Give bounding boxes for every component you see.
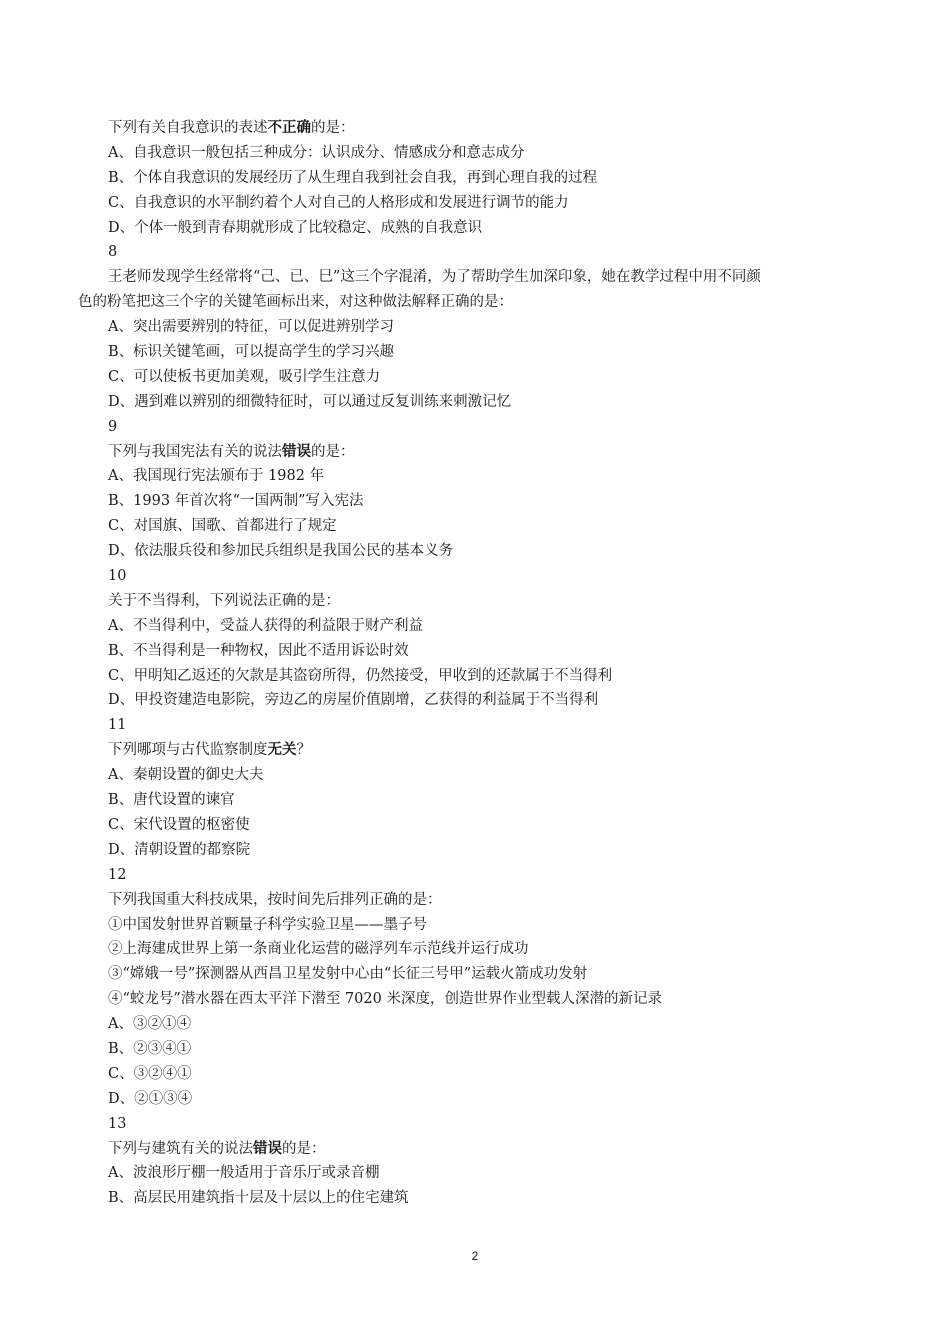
- line-text: D、依法服兵役和参加民兵组织是我国公民的基本义务: [108, 543, 454, 560]
- line-text: ？: [296, 742, 311, 759]
- text-line: [0, 788, 950, 813]
- text-line: [0, 763, 950, 788]
- line-text: A、秦朝设置的御史大夫: [108, 767, 264, 784]
- text-line: [0, 1012, 950, 1037]
- line-text: 下列哪项与古代监察制度: [108, 742, 268, 759]
- line-text: C、对国旗、国歌、首都进行了规定: [108, 518, 337, 535]
- line-text: D、遇到难以辨别的细微特征时，可以通过反复训练来刺激记忆: [108, 393, 512, 410]
- emphasis-text: 不正确: [267, 119, 311, 136]
- text-line: [0, 863, 950, 888]
- text-line: [0, 365, 950, 390]
- line-text: B、个体自我意识的发展经历了从生理自我到社会自我，再到心理自我的过程: [108, 169, 598, 186]
- line-text: ②上海建成世界上第一条商业化运营的磁浮列车示范线并运行成功: [108, 941, 529, 958]
- line-text: 下列我国重大科技成果，按时间先后排列正确的是：: [108, 891, 442, 908]
- line-text: B、高层民用建筑指十层及十层以上的住宅建筑: [108, 1190, 409, 1207]
- text-line: [0, 1112, 950, 1137]
- text-line: [0, 564, 950, 589]
- text-line: [0, 166, 950, 191]
- text-line: [0, 937, 950, 962]
- text-line: [0, 589, 950, 614]
- text-line: [0, 962, 950, 987]
- text-line: [0, 738, 950, 763]
- emphasis-text: 错误: [282, 442, 311, 460]
- line-text: 王老师发现学生经常将“己、已、巳”这三个字混淆，为了帮助学生加深印象，她在教学过程中用不同颜: [108, 269, 761, 286]
- line-text: ③“嫦娥一号”探测器从西昌卫星发射中心由“长征三号甲”运载火箭成功发射: [108, 966, 588, 983]
- line-text: ①中国发射世界首颗量子科学实验卫星——墨子号: [108, 916, 427, 933]
- line-text: C、③②④①: [108, 1065, 192, 1082]
- line-text: 的是：: [311, 120, 355, 136]
- line-text: A、我国现行宪法颁布于 1982 年: [108, 468, 325, 485]
- text-line: [0, 141, 950, 166]
- line-text: C、宋代设置的枢密使: [108, 816, 250, 833]
- text-line: [0, 639, 950, 664]
- text-line: [0, 191, 950, 216]
- text-line: [0, 539, 950, 564]
- line-text: A、波浪形厅棚一般适用于音乐厅或录音棚: [108, 1165, 380, 1182]
- text-line: [0, 1137, 950, 1162]
- text-line: [0, 688, 950, 713]
- text-line: [0, 514, 950, 539]
- line-text: D、甲投资建造电影院，旁边乙的房屋价值剧增，乙获得的利益属于不当得利: [108, 692, 599, 709]
- text-line: [0, 489, 950, 514]
- line-text: 的是：: [311, 443, 355, 460]
- line-text: 8: [108, 244, 118, 261]
- text-line: [0, 240, 950, 265]
- text-line: [0, 464, 950, 489]
- line-text: B、②③④①: [108, 1040, 192, 1057]
- line-text: C、甲明知乙返还的欠款是其盗窃所得，仍然接受，甲收到的还款属于不当得利: [108, 667, 613, 684]
- line-text: 10: [108, 568, 127, 585]
- emphasis-text: 无关: [267, 741, 297, 759]
- text-line: [0, 415, 950, 440]
- line-text: C、可以使板书更加美观，吸引学生注意力: [108, 368, 381, 385]
- emphasis-text: 错误: [253, 1139, 282, 1157]
- line-text: A、③②①④: [108, 1016, 191, 1033]
- text-line: [0, 1186, 950, 1211]
- page-number: 2: [471, 1249, 479, 1263]
- text-line: [0, 265, 950, 290]
- line-text: B、标识关键笔画，可以提高学生的学习兴趣: [108, 344, 395, 361]
- text-line: [0, 290, 950, 315]
- text-line: [0, 1037, 950, 1062]
- line-text: 13: [108, 1115, 127, 1132]
- text-line: [0, 987, 950, 1012]
- text-line: [0, 390, 950, 415]
- line-text: D、②①③④: [108, 1090, 193, 1107]
- line-text: A、突出需要辨别的特征，可以促进辨别学习: [108, 319, 394, 336]
- text-line: [0, 1062, 950, 1087]
- line-text: A、不当得利中，受益人获得的利益限于财产利益: [108, 617, 423, 634]
- line-text: 关于不当得利，下列说法正确的是：: [108, 592, 340, 609]
- line-text: 的是：: [282, 1140, 326, 1157]
- line-text: B、唐代设置的谏官: [108, 792, 235, 809]
- line-text: C、自我意识的水平制约着个人对自己的人格形成和发展进行调节的能力: [108, 194, 569, 211]
- line-text: D、个体一般到青春期就形成了比较稳定、成熟的自我意识: [108, 219, 483, 236]
- line-text: 11: [108, 717, 127, 734]
- text-line: [0, 813, 950, 838]
- text-line: [0, 315, 950, 340]
- text-line: [0, 838, 950, 863]
- text-line: [0, 614, 950, 639]
- line-text: 下列有关自我意识的表述: [108, 120, 268, 136]
- text-line: [0, 1087, 950, 1112]
- text-line: [0, 913, 950, 938]
- line-text: 9: [108, 418, 118, 435]
- text-line: [0, 340, 950, 365]
- line-text: ④“蛟龙号”潜水器在西太平洋下潜至 7020 米深度，创造世界作业型载人深潜的新记录: [108, 991, 662, 1008]
- text-line: [0, 116, 950, 141]
- line-text: B、1993 年首次将“一国两制”写入宪法: [108, 493, 364, 510]
- line-text: 下列与我国宪法有关的说法: [108, 443, 282, 460]
- text-line: [0, 216, 950, 241]
- text-line: [0, 664, 950, 689]
- document-body: [0, 116, 950, 1211]
- text-line: [0, 1161, 950, 1186]
- line-text: B、不当得利是一种物权，因此不适用诉讼时效: [108, 642, 409, 659]
- line-text: 色的粉笔把这三个字的关键笔画标出来，对这种做法解释正确的是：: [78, 294, 513, 311]
- line-text: D、清朝设置的都察院: [108, 841, 251, 858]
- line-text: 12: [108, 866, 127, 883]
- line-text: A、自我意识一般包括三种成分：认识成分、情感成分和意志成分: [108, 144, 525, 161]
- line-text: 下列与建筑有关的说法: [108, 1140, 253, 1157]
- text-line: [0, 440, 950, 465]
- text-line: [0, 888, 950, 913]
- text-line: [0, 713, 950, 738]
